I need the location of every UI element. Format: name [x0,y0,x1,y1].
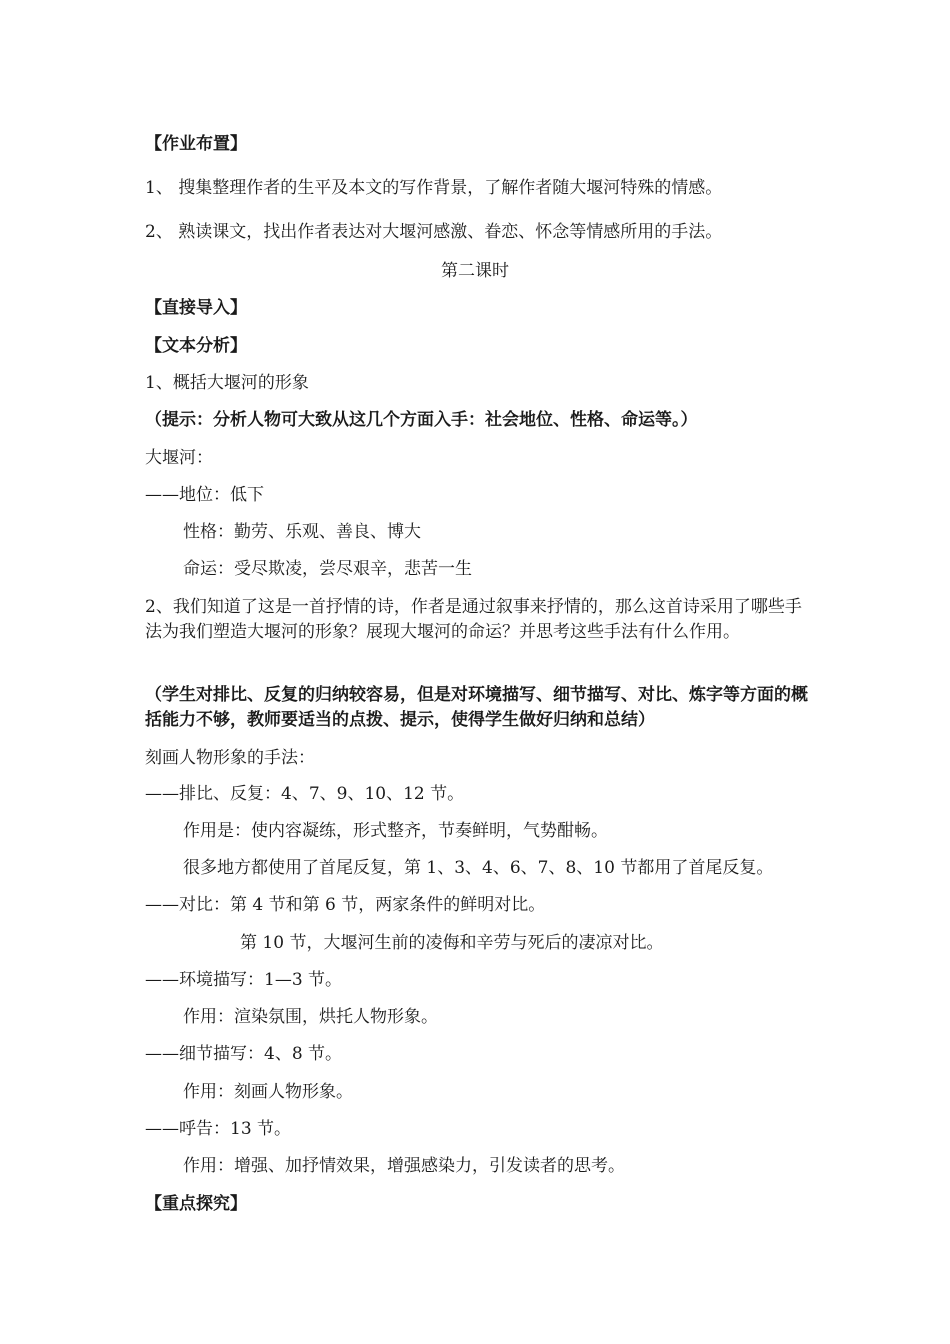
repetition-note: 很多地方都使用了首尾反复，第 1、3、4、6、7、8、10 节都用了首尾反复。 [183,858,774,878]
detail-line: ——细节描写：4、8 节。 [145,1044,343,1064]
hint-2: （学生对排比、反复的归纳较容易，但是对环境描写、细节描写、对比、炼字等方面的概括能力不够，教师要适当的点拨、提示，使得学生做好归纳和总结） [145,685,808,730]
detail-effect: 作用：刻画人物形象。 [183,1082,353,1102]
key-heading: 【重点探究】 [145,1194,247,1214]
techniques-label: 刻画人物形象的手法： [145,748,315,768]
question-2: 2、我们知道了这是一首抒情的诗，作者是通过叙事来抒情的，那么这首诗采用了哪些手法为我们塑造大堰河的形象？展现大堰河的命运？并思考这些手法有什么作用。 [145,597,802,642]
homework-item-1: 1、 搜集整理作者的生平及本文的写作背景，了解作者随大堰河特殊的情感。 [145,178,723,198]
hint-1: （提示：分析人物可大致从这几个方面入手：社会地位、性格、命运等。） [145,410,698,430]
intro-heading: 【直接导入】 [145,298,247,318]
analysis-heading: 【文本分析】 [145,336,247,356]
fate-line: 命运：受尽欺凌，尝尽艰辛，悲苦一生 [183,559,472,579]
homework-item-2: 2、 熟读课文，找出作者表达对大堰河感激、眷恋、怀念等情感所用的手法。 [145,222,723,242]
apostrophe-effect: 作用：增强、加抒情效果，增强感染力，引发读者的思考。 [183,1156,625,1176]
apostrophe-line: ——呼告：13 节。 [145,1119,292,1139]
dayanhe-label: 大堰河： [145,448,213,468]
question-1: 1、概括大堰河的形象 [145,373,309,393]
environment-effect: 作用：渲染氛围，烘托人物形象。 [183,1007,438,1027]
character-line: 性格：勤劳、乐观、善良、博大 [183,522,421,542]
environment-line: ——环境描写：1—3 节。 [145,970,343,990]
homework-heading: 【作业布置】 [145,134,247,154]
status-line: ——地位：低下 [145,485,264,505]
parallel-line: ——排比、反复：4、7、9、10、12 节。 [145,784,465,804]
contrast-line-2: 第 10 节，大堰河生前的凌侮和辛劳与死后的凄凉对比。 [240,933,664,953]
parallel-effect: 作用是：使内容凝练，形式整齐，节奏鲜明，气势酣畅。 [183,821,608,841]
contrast-line: ——对比：第 4 节和第 6 节，两家条件的鲜明对比。 [145,895,546,915]
lesson-title: 第二课时 [441,261,509,281]
